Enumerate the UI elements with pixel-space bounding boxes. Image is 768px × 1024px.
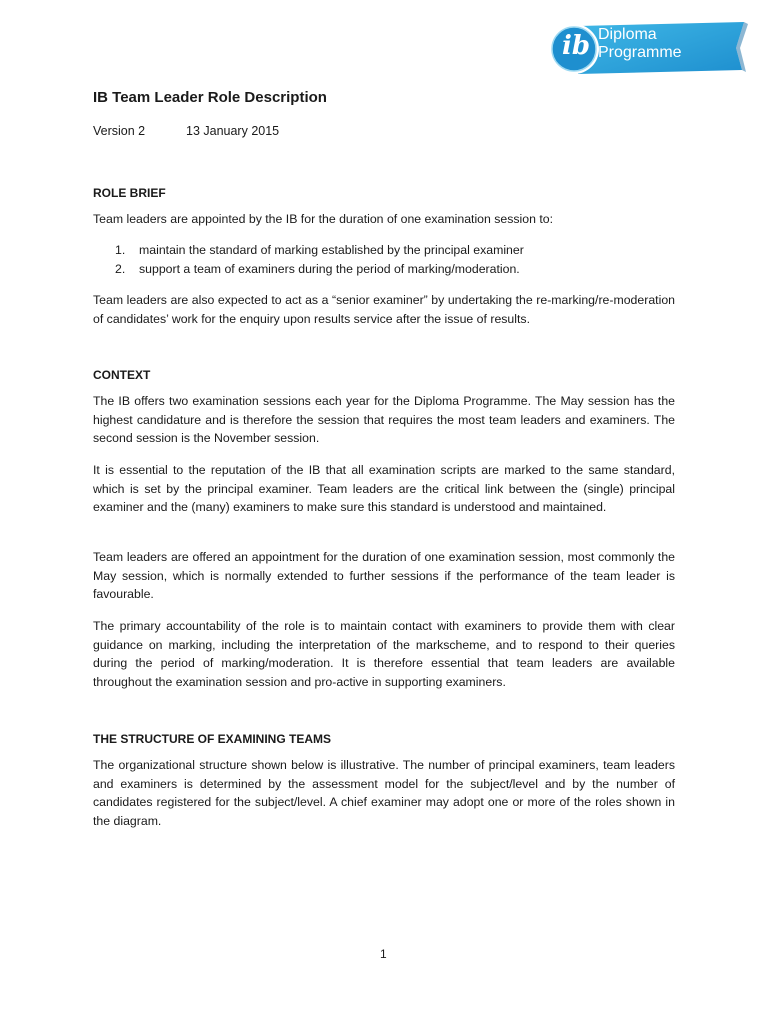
- context-paragraph: It is essential to the reputation of the IB that all examination scripts are marked to the same standard, which is set by the principal examiner. Team leaders are the critical link between the (single) principal examiner and the (many) examiners to make sure this standard is understood and maintained.: [93, 463, 675, 515]
- version-line: [93, 124, 280, 138]
- list-item-number: 2.: [115, 262, 126, 276]
- version-label: Version 2: [93, 124, 146, 138]
- context-paragraph: The IB offers two examination sessions each year for the Diploma Programme. The May session has the highest candidature and is therefore the session that requires the most team leaders and examiners. The second session is the November session.: [93, 394, 675, 446]
- document-title: IB Team Leader Role Description: [93, 89, 327, 106]
- section-heading-context: CONTEXT: [93, 368, 151, 382]
- version-date: 13 January 2015: [186, 124, 280, 138]
- logo-line-2: Programme: [598, 44, 682, 61]
- list-item-text: maintain the standard of marking established by the principal examiner: [139, 243, 524, 257]
- context-paragraph: Team leaders are offered an appointment for the duration of one examination session, most commonly the May session, which is normally extended to further sessions if the performance of the team leader is favourable.: [93, 550, 675, 602]
- role-brief-list: [93, 241, 524, 279]
- logo-line-1: Diploma: [598, 26, 657, 43]
- logo-mark: ib: [562, 31, 591, 61]
- role-brief-closing: Team leaders are also expected to act as a “senior examiner” by undertaking the re-marking/re-moderation of candidates’ work for the enquiry upon results service after the issue of results.: [93, 293, 675, 326]
- section-heading-structure: THE STRUCTURE OF EXAMINING TEAMS: [93, 732, 332, 746]
- list-item: [93, 260, 524, 279]
- context-paragraph: The primary accountability of the role is to maintain contact with examiners to provide them with clear guidance on marking, including the interpretation of the markscheme, and to respond to their queries during the period of marking/moderation. It is therefore essential that team leaders are available throughout the examination session and pro-active in supporting examiners.: [93, 619, 675, 689]
- section-heading-role-brief: ROLE BRIEF: [93, 186, 166, 200]
- page-number: 1: [380, 947, 387, 961]
- role-brief-intro: Team leaders are appointed by the IB for the duration of one examination session to:: [93, 212, 554, 226]
- list-item-number: 1.: [115, 243, 126, 257]
- logo-wordmark: [598, 26, 682, 62]
- list-item: [93, 241, 524, 260]
- ib-diploma-programme-logo: [548, 20, 748, 76]
- list-item-text: support a team of examiners during the period of marking/moderation.: [139, 262, 520, 276]
- structure-paragraph: The organizational structure shown below is illustrative. The number of principal examiners, team leaders and examiners is determined by the assessment model for the subject/level and by the number of candidates registered for the subject/level. A chief examiner may adopt one or more of the roles shown in the diagram.: [93, 758, 675, 828]
